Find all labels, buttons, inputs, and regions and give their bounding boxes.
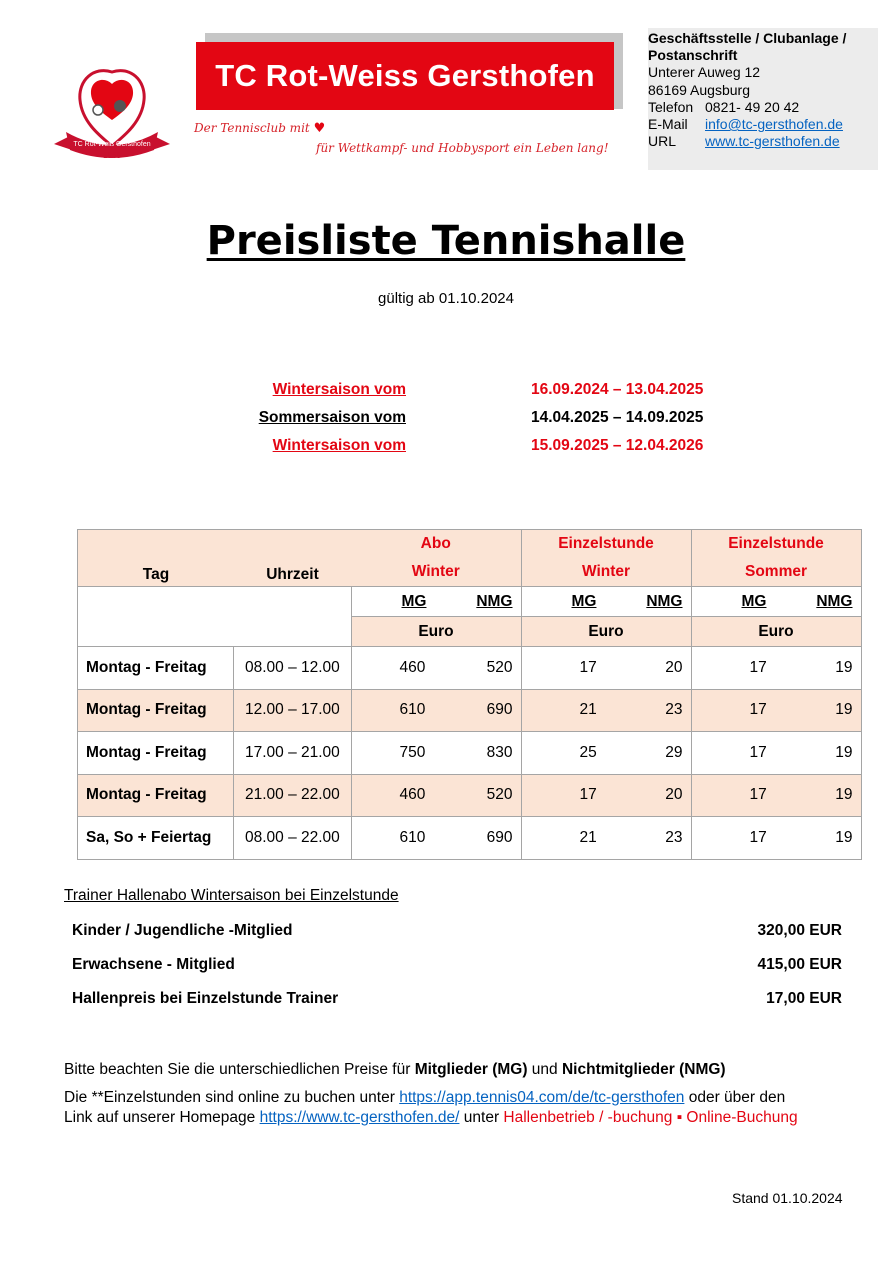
banner-title: TC Rot-Weiss Gersthofen bbox=[196, 42, 614, 110]
header-time: Uhrzeit bbox=[266, 566, 319, 583]
trainer-item-label: Kinder / Jugendliche -Mitglied bbox=[72, 922, 293, 939]
season-row bbox=[0, 409, 892, 429]
trainer-item-label: Erwachsene - Mitglied bbox=[72, 956, 235, 973]
currency-cell: Euro bbox=[691, 617, 861, 647]
header-abo-winter: Abo Winter bbox=[351, 530, 521, 587]
price-cell: 690 bbox=[486, 701, 513, 719]
row-day: Sa, So + Feiertag bbox=[78, 817, 234, 860]
contact-heading-1: Geschäftsstelle / Clubanlage / bbox=[648, 30, 847, 46]
table-header-row bbox=[78, 530, 862, 587]
price-cell: 19 bbox=[835, 786, 853, 804]
trainer-item-label: Hallenpreis bei Einzelstunde Trainer bbox=[72, 990, 339, 1007]
price-cell: 17 bbox=[749, 658, 767, 676]
header-day-time bbox=[78, 530, 352, 587]
table-row bbox=[78, 817, 862, 860]
table-subheader-row bbox=[78, 587, 862, 617]
club-logo bbox=[50, 66, 174, 166]
price-cell: 610 bbox=[399, 701, 426, 719]
price-cell: 17 bbox=[579, 658, 597, 676]
heart-icon: ♥ bbox=[313, 121, 326, 136]
valid-from: gültig ab 01.10.2024 bbox=[378, 290, 514, 307]
price-cell: 610 bbox=[399, 828, 426, 846]
currency-cell: Euro bbox=[521, 617, 691, 647]
trainer-item-price: 320,00 EUR bbox=[757, 922, 842, 939]
note-line-1: Bitte beachten Sie die unterschiedlichen Preise für Mitglieder (MG) und Nichtmitglieder (NMG) bbox=[64, 1061, 726, 1078]
svg-text:1969: 1969 bbox=[103, 151, 121, 160]
slogan-line2: für Wettkampf- und Hobbysport ein Leben lang! bbox=[316, 141, 609, 155]
table-row bbox=[78, 647, 862, 690]
empty-cell bbox=[78, 587, 352, 647]
season-dates: 14.04.2025 – 14.09.2025 bbox=[531, 409, 704, 426]
row-time: 21.00 – 22.00 bbox=[234, 774, 351, 817]
season-label: Wintersaison vom bbox=[272, 381, 406, 398]
price-cell: 17 bbox=[579, 786, 597, 804]
table-row bbox=[78, 689, 862, 732]
row-time: 17.00 – 21.00 bbox=[234, 732, 351, 775]
price-cell: 17 bbox=[749, 786, 767, 804]
row-day: Montag - Freitag bbox=[78, 647, 234, 690]
row-day: Montag - Freitag bbox=[78, 732, 234, 775]
booking-link[interactable]: https://app.tennis04.com/de/tc-gersthofen bbox=[399, 1089, 685, 1106]
email-link[interactable]: info@tc-gersthofen.de bbox=[705, 116, 843, 133]
price-cell: 23 bbox=[665, 828, 683, 846]
contact-city: 86169 Augsburg bbox=[648, 81, 750, 98]
page-title: Preisliste Tennishalle bbox=[206, 218, 686, 264]
trainer-item bbox=[72, 956, 842, 974]
season-label: Wintersaison vom bbox=[272, 437, 406, 454]
price-cell: 520 bbox=[486, 658, 513, 676]
price-cell: 830 bbox=[486, 743, 513, 761]
contact-url: URL www.tc-gersthofen.de bbox=[648, 133, 840, 150]
row-day: Montag - Freitag bbox=[78, 774, 234, 817]
trainer-item bbox=[72, 922, 842, 940]
header-einzel-winter: Einzelstunde Winter bbox=[521, 530, 691, 587]
contact-email: E-Mail info@tc-gersthofen.de bbox=[648, 116, 843, 133]
contact-heading-2: Postanschrift bbox=[648, 47, 738, 64]
note-line-2: Die **Einzelstunden sind online zu buchen unter https://app.tennis04.com/de/tc-gersthofen oder über den bbox=[64, 1089, 786, 1106]
price-cell: 20 bbox=[665, 658, 683, 676]
price-cell: 520 bbox=[486, 786, 513, 804]
currency-cell: Euro bbox=[351, 617, 521, 647]
row-time: 08.00 – 22.00 bbox=[234, 817, 351, 860]
mg-nmg-cell: MG NMG bbox=[351, 587, 521, 617]
mg-nmg-cell: MG NMG bbox=[521, 587, 691, 617]
contact-phone: Telefon 0821- 49 20 42 bbox=[648, 98, 800, 115]
season-row bbox=[0, 381, 892, 401]
price-cell: 25 bbox=[579, 743, 597, 761]
contact-box bbox=[648, 28, 878, 170]
price-cell: 23 bbox=[665, 701, 683, 719]
price-cell: 19 bbox=[835, 658, 853, 676]
season-dates: 15.09.2025 – 12.04.2026 bbox=[531, 437, 704, 454]
row-time: 12.00 – 17.00 bbox=[234, 689, 351, 732]
slogan-line1: Der Tennisclub mit ♥ bbox=[194, 121, 326, 136]
svg-text:TC Rot-Weiß Gersthofen: TC Rot-Weiß Gersthofen bbox=[73, 141, 151, 148]
trainer-item-price: 17,00 EUR bbox=[766, 990, 842, 1007]
row-time: 08.00 – 12.00 bbox=[234, 647, 351, 690]
price-cell: 17 bbox=[749, 743, 767, 761]
heart-tennis-logo-icon bbox=[50, 66, 174, 166]
header-day: Tag bbox=[142, 566, 170, 583]
stand-date: Stand 01.10.2024 bbox=[732, 1190, 843, 1206]
price-cell: 690 bbox=[486, 828, 513, 846]
homepage-link[interactable]: https://www.tc-gersthofen.de/ bbox=[259, 1109, 460, 1126]
price-cell: 21 bbox=[579, 701, 597, 719]
price-table bbox=[77, 529, 862, 860]
table-row bbox=[78, 732, 862, 775]
row-day: Montag - Freitag bbox=[78, 689, 234, 732]
price-cell: 21 bbox=[579, 828, 597, 846]
season-dates: 16.09.2024 – 13.04.2025 bbox=[531, 381, 704, 398]
trainer-item-price: 415,00 EUR bbox=[757, 956, 842, 973]
price-cell: 19 bbox=[835, 743, 853, 761]
price-cell: 460 bbox=[399, 658, 426, 676]
price-cell: 20 bbox=[665, 786, 683, 804]
note-line-3: Link auf unserer Homepage https://www.tc-gersthofen.de/ unter Hallenbetrieb / -buchung ▪ Online-Buchung bbox=[64, 1109, 798, 1126]
price-cell: 29 bbox=[665, 743, 683, 761]
price-cell: 19 bbox=[835, 701, 853, 719]
trainer-item bbox=[72, 990, 842, 1008]
price-cell: 460 bbox=[399, 786, 426, 804]
mg-nmg-cell: MG NMG bbox=[691, 587, 861, 617]
table-row bbox=[78, 774, 862, 817]
website-link[interactable]: www.tc-gersthofen.de bbox=[705, 133, 840, 150]
price-cell: 17 bbox=[749, 828, 767, 846]
season-row bbox=[0, 437, 892, 457]
price-cell: 17 bbox=[749, 701, 767, 719]
header-einzel-sommer: Einzelstunde Sommer bbox=[691, 530, 861, 587]
trainer-section-title: Trainer Hallenabo Wintersaison bei Einzelstunde bbox=[64, 887, 399, 904]
price-cell: 750 bbox=[399, 743, 426, 761]
price-cell: 19 bbox=[835, 828, 853, 846]
season-label: Sommersaison vom bbox=[258, 409, 406, 426]
contact-street: Unterer Auweg 12 bbox=[648, 64, 761, 81]
booking-path: Hallenbetrieb / -buchung ▪ Online-Buchung bbox=[503, 1109, 798, 1126]
